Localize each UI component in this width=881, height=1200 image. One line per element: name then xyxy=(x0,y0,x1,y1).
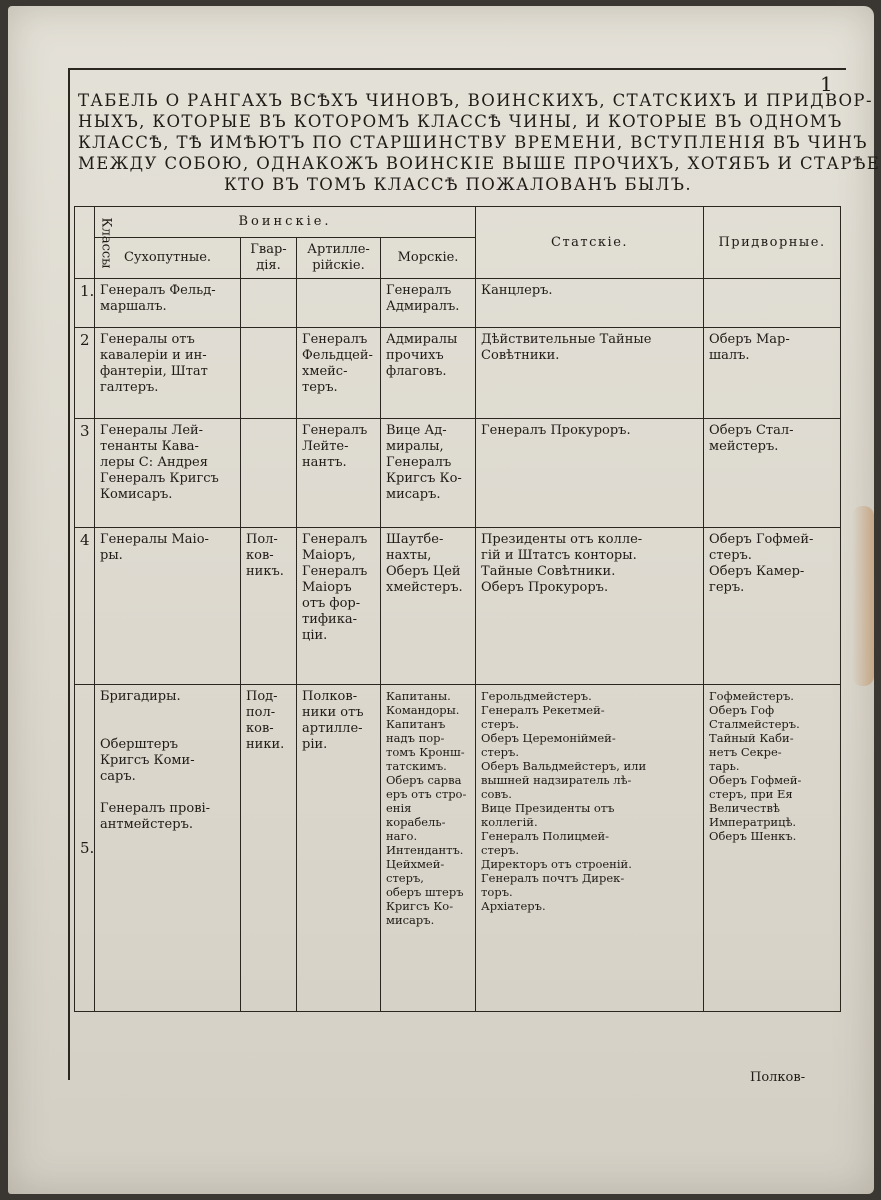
cell-court: Оберъ Мар- шалъ. xyxy=(704,328,841,419)
header-classes: Классы xyxy=(75,207,95,279)
header-court: Придворные. xyxy=(704,207,841,279)
cell-court: Оберъ Гофмей- стеръ. Оберъ Камер- геръ. xyxy=(704,528,841,685)
table-frame xyxy=(68,68,881,1080)
cell-naval: Капитаны. Командоры. Капитанъ надъ пор- томъ Кронш- татскимъ. Оберъ сарва еръ отъ стро- енія корабель- наго. Интендантъ. Цейхмей- стеръ, оберъ штеръ Кригсъ Ко- мисаръ. xyxy=(381,685,476,1012)
header-artillery: Артилле- рійскіе. xyxy=(297,238,381,279)
cell-guard xyxy=(241,328,297,419)
title-line: ТАБЕЛЬ О РАНГАХЪ ВСѢХЪ ЧИНОВЪ, ВОИНСКИХЪ, СТАТСКИХЪ И ПРИДВОР- xyxy=(78,91,873,110)
cell-civil: Герольдмейстеръ. Генералъ Рекетмей- стеръ. Оберъ Церемоніймей- стеръ. Оберъ Вальдмейстеръ, или вышней надзиратель лѣ- совъ. Вице Президенты отъ коллегій. Генералъ Полицмей- стеръ. Директоръ отъ строеній. Генералъ почтъ Дирек- торъ. Архіатеръ. xyxy=(476,685,704,1012)
class-number: 3 xyxy=(75,419,95,528)
cell-naval: Адмиралы прочихъ флаговъ. xyxy=(381,328,476,419)
cell-artillery: Генералъ Лейте- нантъ. xyxy=(297,419,381,528)
cell-court: Оберъ Стал- мейстеръ. xyxy=(704,419,841,528)
class-number: 4 xyxy=(75,528,95,685)
catchword: Полков- xyxy=(750,1070,806,1085)
table-row xyxy=(75,328,841,419)
cell-civil: Канцлеръ. xyxy=(476,279,704,328)
table-row xyxy=(75,279,841,328)
document-title xyxy=(78,90,881,195)
paper-stain xyxy=(852,506,874,686)
header-military: Воинскіе. xyxy=(95,207,476,238)
cell-court xyxy=(704,279,841,328)
header-civil: Статскіе. xyxy=(476,207,704,279)
cell-guard xyxy=(241,279,297,328)
class-number: 5. xyxy=(75,685,95,1012)
title-line: МЕЖДУ СОБОЮ, ОДНАКОЖЪ ВОИНСКІЕ ВЫШЕ ПРОЧИХЪ, ХОТЯБЪ И СТАРѢЕ xyxy=(78,154,881,173)
cell-guard xyxy=(241,419,297,528)
table-row xyxy=(75,419,841,528)
cell-civil: Генералъ Прокуроръ. xyxy=(476,419,704,528)
header-land: Сухопутные. xyxy=(95,238,241,279)
cell-artillery: Генералъ Маіоръ, Генералъ Маіоръ отъ фор- тифика- ціи. xyxy=(297,528,381,685)
cell-land: Генералы Маіо- ры. xyxy=(95,528,241,685)
cell-court: Гофмейстеръ. Оберъ Гоф Сталмейстеръ. Тайный Каби- нетъ Секре- тарь. Оберъ Гофмей- стеръ, при Ея Величествѣ Императрицѣ. Оберъ Шенкъ. xyxy=(704,685,841,1012)
cell-artillery: Полков- ники отъ артилле- ріи. xyxy=(297,685,381,1012)
cell-naval: Генералъ Адмиралъ. xyxy=(381,279,476,328)
cell-artillery xyxy=(297,279,381,328)
cell-land: Бригадиры. Оберштеръ Кригсъ Коми- саръ. Генералъ прові- антмейстеръ. xyxy=(95,685,241,1012)
rank-table xyxy=(74,206,841,1012)
title-line: НЫХЪ, КОТОРЫЕ ВЪ КОТОРОМЪ КЛАССѢ ЧИНЫ, И КОТОРЫЕ ВЪ ОДНОМЪ xyxy=(78,112,843,131)
cell-artillery: Генералъ Фельдцей- хмейс- теръ. xyxy=(297,328,381,419)
title-line: КТО ВЪ ТОМЪ КЛАССѢ ПОЖАЛОВАНЪ БЫЛЪ. xyxy=(224,175,692,194)
table-row xyxy=(75,528,841,685)
book-page xyxy=(8,6,881,1194)
header-naval: Морскіе. xyxy=(381,238,476,279)
table-row xyxy=(75,685,841,1012)
cell-civil: Дѣйствительные Тайные Совѣтники. xyxy=(476,328,704,419)
cell-naval: Вице Ад- миралы, Генералъ Кригсъ Ко- мисаръ. xyxy=(381,419,476,528)
cell-land: Генералъ Фельд- маршалъ. xyxy=(95,279,241,328)
class-number: 1. xyxy=(75,279,95,328)
cell-naval: Шаутбе- нахты, Оберъ Цей хмейстеръ. xyxy=(381,528,476,685)
cell-guard: Пол- ков- никъ. xyxy=(241,528,297,685)
cell-civil: Президенты отъ колле- гій и Штатсъ конторы. Тайные Совѣтники. Оберъ Прокуроръ. xyxy=(476,528,704,685)
cell-land: Генералы отъ кавалеріи и ин- фантеріи, Штат галтеръ. xyxy=(95,328,241,419)
header-guard: Гвар- дія. xyxy=(241,238,297,279)
class-number: 2 xyxy=(75,328,95,419)
cell-guard: Под- пол- ков- ники. xyxy=(241,685,297,1012)
cell-land: Генералы Лей- тенанты Кава- леры С: Андрея Генералъ Кригсъ Комисаръ. xyxy=(95,419,241,528)
title-line: КЛАССѢ, ТѢ ИМѢЮТЪ ПО СТАРШИНСТВУ ВРЕМЕНИ, ВСТУПЛЕНІЯ ВЪ ЧИНЪ xyxy=(78,133,868,152)
page-number: 1 xyxy=(820,72,833,96)
